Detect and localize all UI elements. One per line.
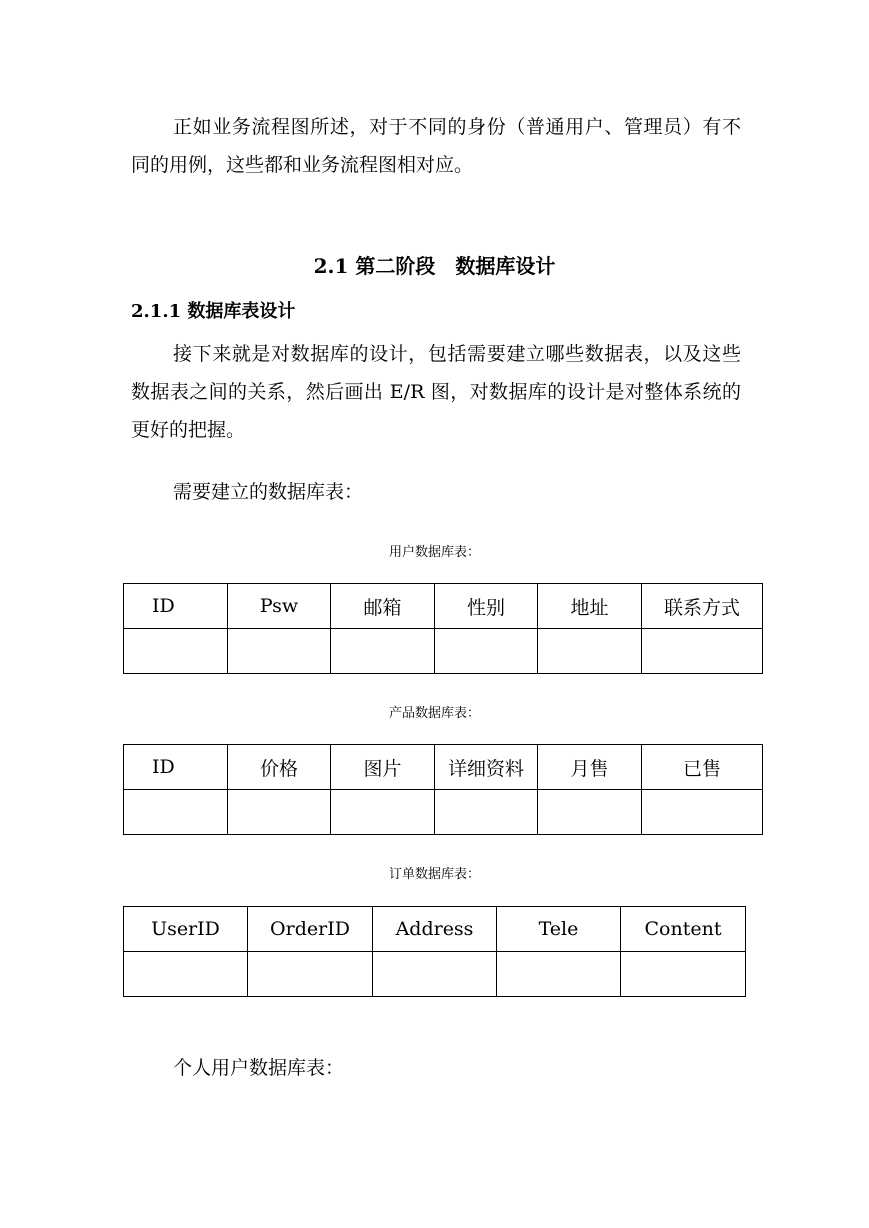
column-header: 图片 [331,745,435,790]
intro-paragraph: 正如业务流程图所述，对于不同的身份（普通用户、管理员）有不同的用例，这些都和业务流程图相对应。 [131,116,741,176]
table-cell [538,629,642,674]
column-header: Content [621,907,746,952]
product-table [123,744,763,835]
user-table [123,583,763,674]
table-cell [497,952,621,997]
column-header: UserID [124,907,248,952]
subsection-heading: 2.1.1 数据库表设计 [131,301,296,322]
column-header: Psw [228,584,331,629]
column-header: ID [124,584,228,629]
table-cell [642,629,763,674]
table-cell [435,790,538,835]
product-table-caption: 产品数据库表： [388,706,480,721]
column-header: Address [373,907,497,952]
design-paragraph: 接下来就是对数据库的设计，包括需要建立哪些数据表，以及这些数据表之间的关系，然后画出 E/R 图，对数据库的设计是对整体系统的更好的把握。 [131,343,741,441]
table-cell [621,952,746,997]
column-header: OrderID [248,907,373,952]
table-cell [331,629,435,674]
column-header: 联系方式 [642,584,763,629]
column-header: 地址 [538,584,642,629]
table-cell [124,952,248,997]
column-header: 已售 [642,745,763,790]
table-header-row [124,907,746,952]
table-cell [373,952,497,997]
column-header: 月售 [538,745,642,790]
table-cell [331,790,435,835]
tables-intro: 需要建立的数据库表： [173,481,364,503]
table-cell [228,790,331,835]
table-row [124,790,763,835]
table-cell [642,790,763,835]
order-table-caption: 订单数据库表： [388,867,480,882]
table-row [124,629,763,674]
column-header: 邮箱 [331,584,435,629]
column-header: Tele [497,907,621,952]
table-cell [435,629,538,674]
personal-table-intro: 个人用户数据库表： [173,1057,345,1079]
table-header-row [124,584,763,629]
table-cell [248,952,373,997]
table-cell [124,790,228,835]
column-header: ID [124,745,228,790]
user-table-caption: 用户数据库表： [388,545,480,560]
table-cell [228,629,331,674]
column-header: 性别 [435,584,538,629]
column-header: 详细资料 [435,745,538,790]
order-table [123,906,746,997]
table-cell [538,790,642,835]
section-heading: 2.1 第二阶段 数据库设计 [313,254,556,278]
table-row [124,952,746,997]
column-header: 价格 [228,745,331,790]
table-header-row [124,745,763,790]
table-cell [124,629,228,674]
